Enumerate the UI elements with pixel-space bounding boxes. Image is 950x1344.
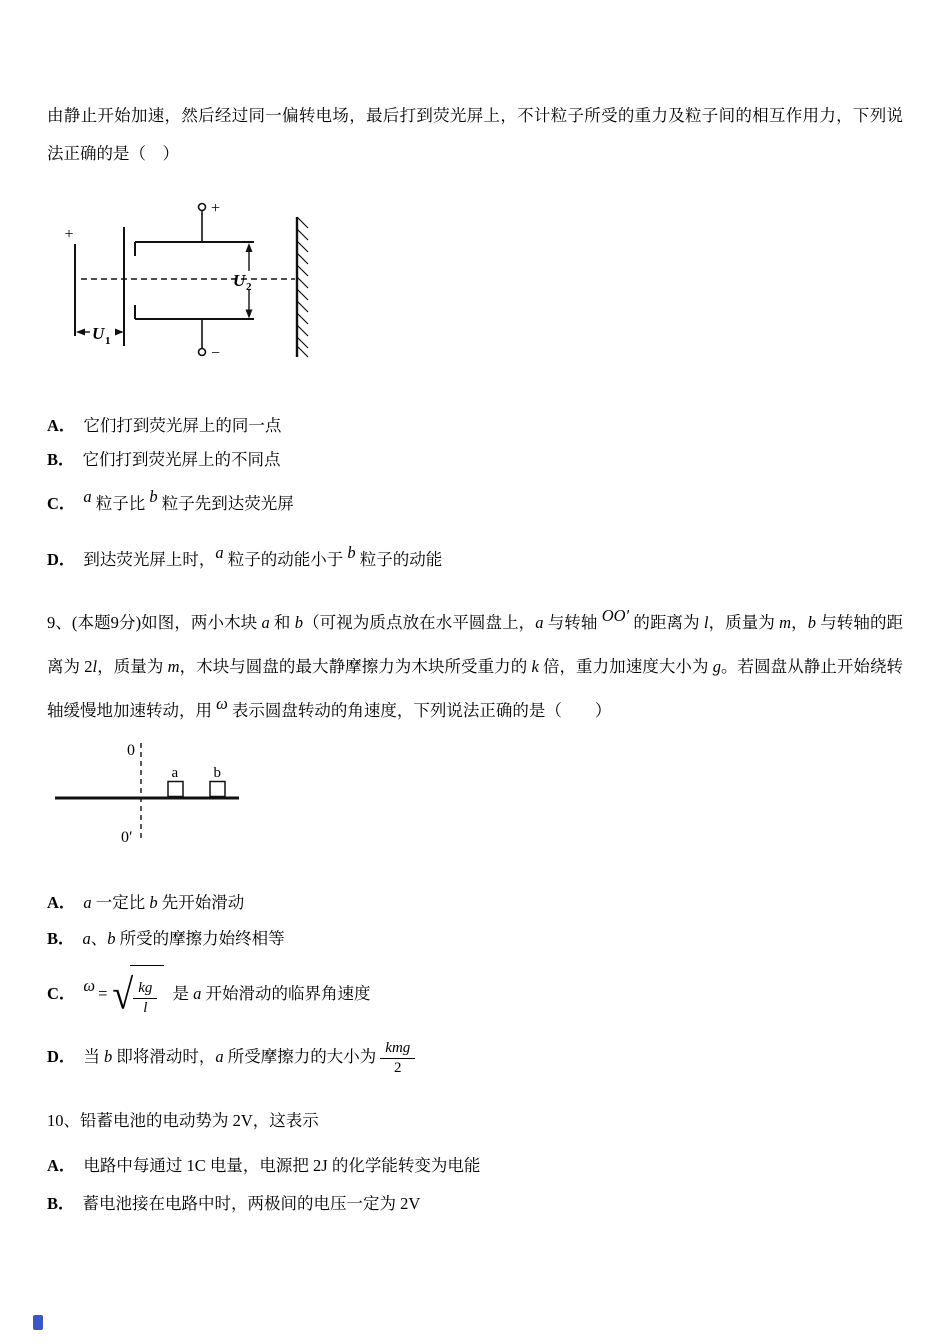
question8-stem: 由静止开始加速，然后经过同一偏转电场，最后打到荧光屏上，不计粒子所受的重力及粒子间的相互作用力，下列说法正确的是（ ） — [47, 106, 903, 163]
option-9c — [47, 965, 903, 1025]
radical-sign: √ — [112, 971, 134, 1019]
deflection-field-figure — [57, 189, 327, 367]
option-8d — [47, 543, 903, 577]
option-label: C． — [47, 494, 76, 513]
option-text: 它们打到荧光屏上的不同点 — [82, 450, 281, 469]
option-text: 它们打到荧光屏上的同一点 — [83, 416, 282, 435]
option-label: A． — [47, 416, 76, 435]
option-text: 电路中每通过 1C 电量，电源把 2J 的化学能转变为电能 — [83, 1156, 481, 1175]
fraction-denominator: 2 — [394, 1059, 402, 1076]
option-label: C． — [47, 983, 76, 1003]
option-text — [83, 971, 371, 1019]
option-label: A． — [47, 893, 76, 912]
plate-plus-label: + — [64, 226, 74, 243]
question9-stem: 9、(本题9分)如图，两小木块 a 和 b（可视为质点放在水平圆盘上，a 与转轴 OO′ 的距离为 l，质量为 m，b 与转轴的距离为 2l，质量为 m，木块与圆盘的最大静摩擦力为木块所受重力的 k 倍，重力加速度大小为 g。若圆盘从静止开始绕转轴缓慢地加速转动，用 ω 表示圆盘转动的角速度，下列说法正确的是（ ） — [47, 605, 904, 720]
fraction-kg-over-l — [133, 979, 157, 1018]
equals-sign: = — [98, 983, 108, 1003]
question10-options — [47, 1147, 903, 1223]
axis-bottom-label: 0′ — [121, 829, 133, 846]
fraction-numerator: kg — [133, 979, 157, 999]
option-label: B． — [47, 1194, 75, 1213]
omega-symbol: ω — [83, 976, 96, 996]
radicand — [130, 965, 164, 1025]
square-root-expression — [112, 965, 164, 1025]
u1-subscript: 1 — [105, 335, 111, 347]
fraction-numerator: kmg — [380, 1039, 415, 1059]
question10-stem: 10、铅蓄电池的电动势为 2V，这表示 — [47, 1111, 319, 1130]
positive-terminal — [199, 200, 221, 242]
option-text: a 粒子比 b 粒子先到达荧光屏 — [83, 486, 294, 513]
option-10b — [47, 1185, 903, 1223]
option-text: a 一定比 b 先开始滑动 — [83, 893, 245, 912]
option-text: a、b 所受的摩擦力始终相等 — [82, 929, 285, 948]
option-8c — [47, 487, 903, 521]
terminal-plus-label: + — [211, 200, 221, 217]
block-b-label: b — [213, 765, 221, 781]
option-text-tail: 是 a 开始滑动的临界角速度 — [168, 983, 371, 1003]
axis-top-label: 0 — [127, 742, 135, 759]
option-label: B． — [47, 450, 75, 469]
u2-arrowhead-up — [246, 243, 253, 252]
block-b — [210, 782, 225, 797]
fraction-denominator: l — [143, 999, 148, 1016]
option-label: A． — [47, 1156, 76, 1175]
rotating-disc-figure — [53, 737, 253, 849]
u2-arrowhead-down — [246, 310, 253, 319]
u1-label: U — [92, 324, 105, 343]
option-label: D． — [47, 550, 76, 569]
option-label: B． — [47, 929, 75, 948]
fraction-kmg-over-2 — [380, 1039, 415, 1078]
u2-label: U — [233, 271, 246, 290]
terminal-minus-label: − — [211, 345, 221, 362]
option-8a — [47, 409, 903, 443]
block-a — [168, 782, 183, 797]
screen-hatching — [297, 217, 308, 357]
option-text: 当 b 即将滑动时，a 所受摩擦力的大小为 — [83, 1047, 377, 1066]
option-label: D． — [47, 1047, 76, 1066]
option-9a — [47, 885, 903, 921]
u1-arrowhead-left — [76, 329, 85, 336]
option-9b — [47, 921, 903, 957]
option-9d — [47, 1031, 903, 1083]
option-text: 蓄电池接在电路中时，两极间的电压一定为 2V — [82, 1194, 421, 1213]
option-8b — [47, 443, 903, 477]
block-a-label: a — [171, 765, 179, 781]
u2-subscript: 2 — [246, 281, 252, 293]
option-10a — [47, 1147, 903, 1185]
negative-terminal — [199, 319, 221, 362]
u1-arrowhead-right — [115, 329, 124, 336]
question8-options — [47, 409, 903, 577]
question9-options — [47, 885, 903, 1083]
option-text: 到达荧光屏上时，a 粒子的动能小于 b 粒子的动能 — [83, 542, 443, 569]
page-corner-mark — [33, 1315, 43, 1330]
